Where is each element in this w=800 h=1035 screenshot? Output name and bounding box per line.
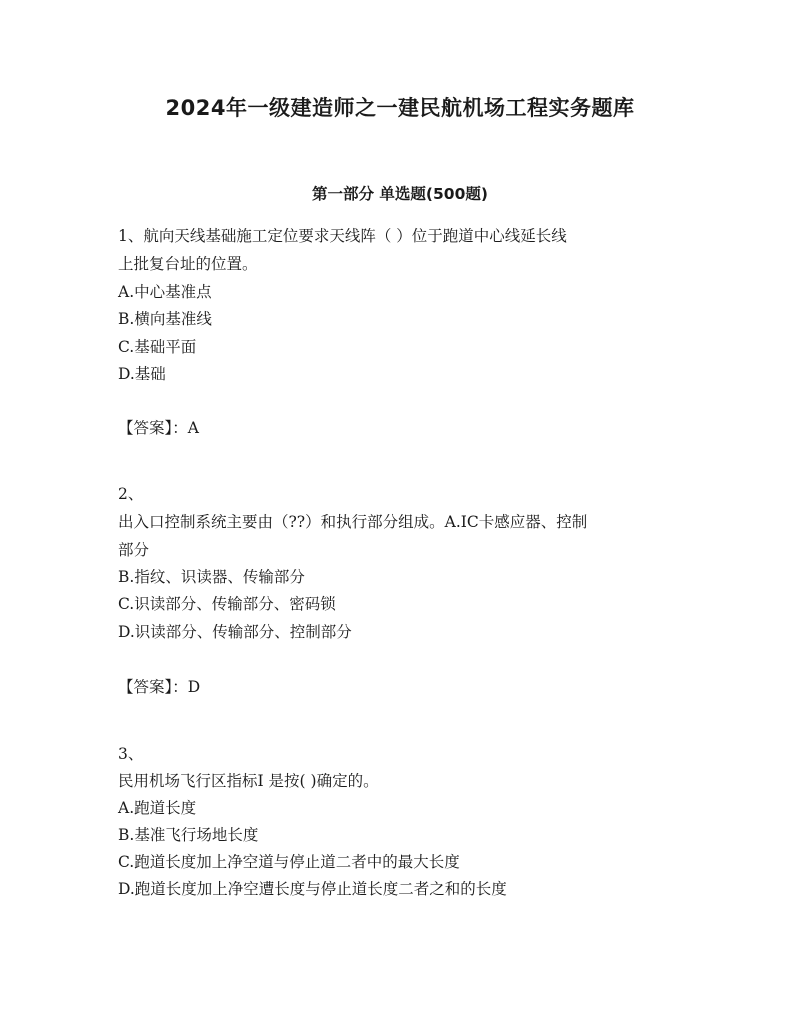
- question-1-option-d: D.基础: [118, 365, 166, 383]
- question-1-stem-line-1: 1、航向天线基础施工定位要求天线阵（ ）位于跑道中心线延长线: [118, 227, 567, 245]
- question-3-number: 3、: [118, 745, 144, 763]
- document-title: 2024年一级建造师之一建民航机场工程实务题库: [165, 96, 635, 120]
- question-1-answer: 【答案】：A: [118, 419, 199, 437]
- question-1-stem-line-2: 上批复台址的位置。: [118, 255, 258, 273]
- question-2-option-b: B.指纹、识读器、传输部分: [118, 568, 305, 586]
- question-2-stem-line-1: 出入口控制系统主要由（??）和执行部分组成。A.IC卡感应器、控制: [118, 513, 588, 531]
- question-2-option-d: D.识读部分、传输部分、控制部分: [118, 623, 352, 641]
- question-1-option-c: C.基础平面: [118, 338, 197, 356]
- question-1-option-a: A.中心基准点: [118, 283, 212, 301]
- question-2-number: 2、: [118, 485, 144, 503]
- question-3-option-b: B.基准飞行场地长度: [118, 826, 259, 844]
- section-heading: 第一部分 单选题(500题): [312, 185, 488, 203]
- question-3-option-d: D.跑道长度加上净空遭长度与停止道长度二者之和的长度: [118, 880, 507, 898]
- question-2-stem-line-2: 部分: [118, 541, 150, 559]
- question-3-stem-line-1: 民用机场飞行区指标Ⅰ 是按( )确定的。: [118, 772, 379, 790]
- question-2-option-c: C.识读部分、传输部分、密码锁: [118, 595, 336, 613]
- question-2-answer: 【答案】：D: [118, 678, 201, 696]
- question-3-option-a: A.跑道长度: [118, 799, 197, 817]
- question-1-option-b: B.横向基准线: [118, 310, 212, 328]
- question-3-option-c: C.跑道长度加上净空道与停止道二者中的最大长度: [118, 853, 460, 871]
